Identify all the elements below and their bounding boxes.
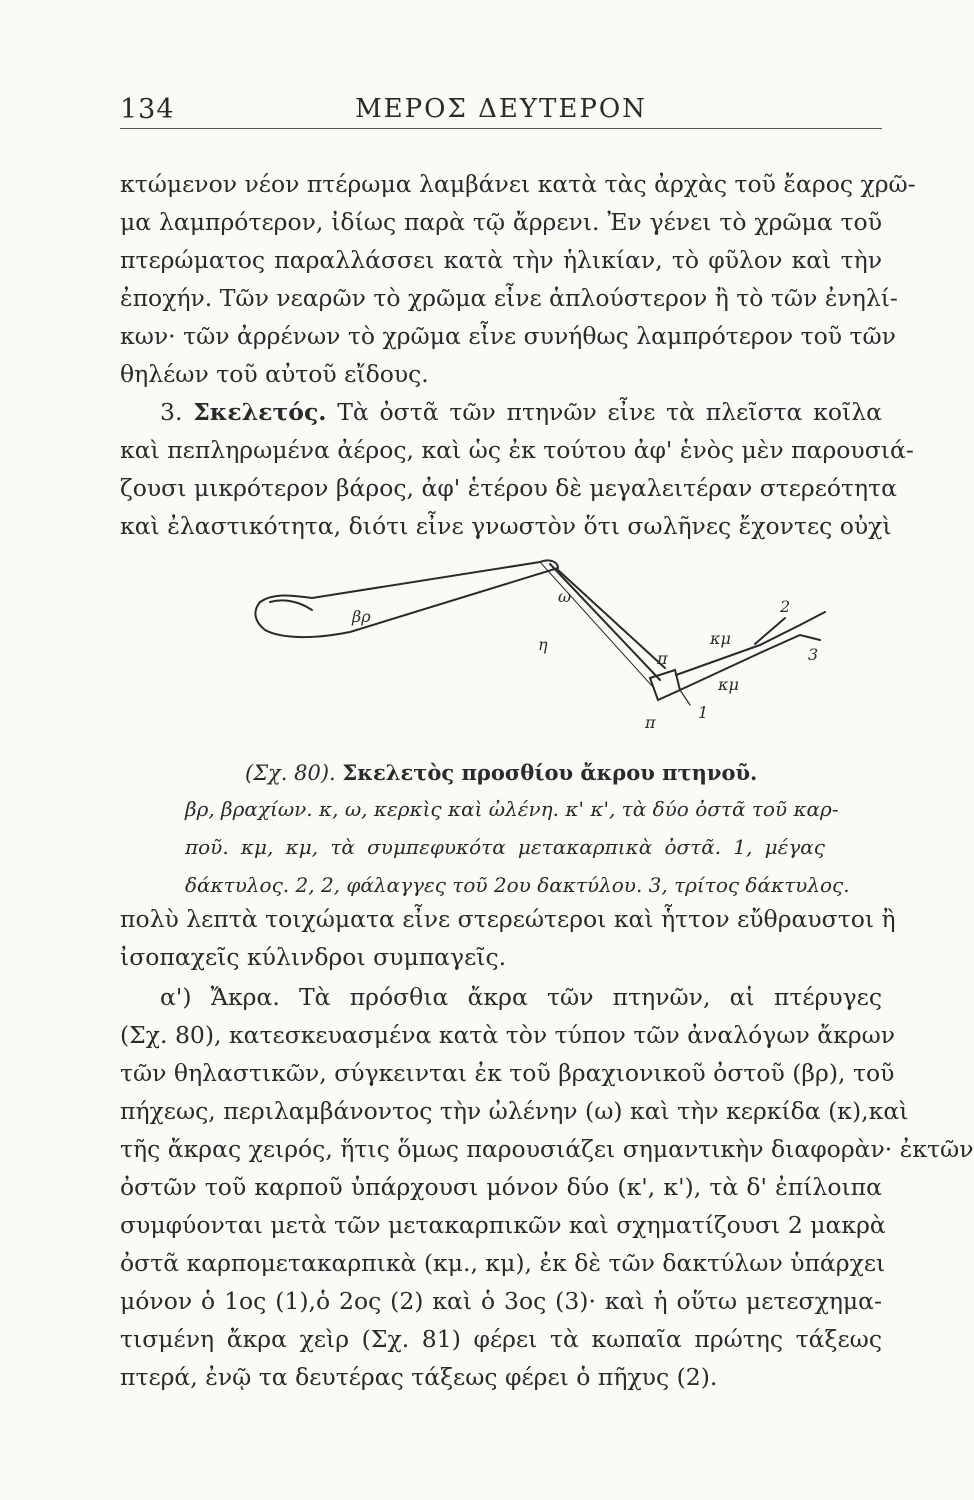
text-line: α') Ἄκρα. Τὰ πρόσθια ἄκρα τῶν πτηνῶν, αἱ πτέρυγες <box>160 983 882 1011</box>
text-line: κτώμενον νέον πτέρωμα λαμβάνει κατὰ τὰς ἀρχὰς τοῦ ἔαρος χρῶ- <box>120 170 916 198</box>
text-line: ἐποχήν. Τῶν νεαρῶν τὸ χρῶμα εἶνε ἁπλούστερον ἢ τὸ τῶν ἐνηλί- <box>120 284 898 312</box>
heading-line-rest: Τὰ ὀστᾶ τῶν πτηνῶν εἶνε τὰ πλεῖστα κοῖλα <box>337 398 882 426</box>
digit-two-phalanges <box>760 612 825 645</box>
figure-caption <box>185 794 850 908</box>
label-km-upper: κμ <box>710 629 731 648</box>
text-line: κων· τῶν ἀρρένων τὸ χρῶμα εἶνε συνήθως λαμπρότερον τοῦ τῶν <box>120 322 896 350</box>
metacarpal-upper <box>676 645 760 675</box>
page-number: 134 <box>120 94 175 125</box>
text-line: καὶ ἐλαστικότητα, διότι εἶνε γνωστὸν ὅτι σωλῆνες ἔχοντες οὐχὶ <box>120 512 892 540</box>
paragraph-plumage <box>120 165 916 393</box>
text-line: συμφύονται μετὰ τῶν μετακαρπικῶν καὶ σχηματίζουσι 2 μακρὰ <box>120 1211 886 1239</box>
ulna-outline <box>540 562 652 686</box>
text-line <box>120 393 882 431</box>
text-line: ζουσι μικρότερον βάρος, ἀφ' ἑτέρου δὲ μεγαλειτέραν στερεότητα <box>120 474 898 502</box>
text-line: μόνον ὁ 1ος (1),ὁ 2ος (2) καὶ ὁ 3ος (3)· καὶ ἡ οὕτω μετεσχημα- <box>120 1287 882 1315</box>
label-bro: βρ <box>352 607 371 626</box>
running-title: ΜΕΡΟΣ ΔΕΥΤΕΡΟΝ <box>355 94 647 124</box>
label-one: 1 <box>698 703 709 722</box>
section-heading: Σκελετός. <box>193 398 327 426</box>
text-line: μα λαμπρότερον, ἰδίως παρὰ τῷ ἄρρενι. Ἐν γένει τὸ χρῶμα τοῦ <box>120 208 882 236</box>
text-line: πολὺ λεπτὰ τοιχώματα εἶνε στερεώτεροι καὶ ἧττον εὔθραυστοι ἢ <box>120 905 896 933</box>
pisiform <box>680 690 690 705</box>
text-line: τῆς ἄκρας χειρός, ἥτις ὅμως παρουσιάζει σημαντικὴν διαφορὰν· ἐκτῶν <box>120 1135 974 1163</box>
text-line: ὀστᾶ καρπομετακαρπικὰ (κμ., κμ), ἐκ δὲ τῶν δακτύλων ὑπάρχει <box>120 1249 886 1277</box>
humerus-head <box>270 600 312 610</box>
figure-reference: (Σχ. 80). <box>245 761 336 785</box>
caption-line: ποῦ. κμ, κμ, τὰ συμπεφυκότα μετακαρπικὰ ὀστᾶ. 1, μέγας <box>185 835 825 859</box>
running-header <box>120 88 882 129</box>
figure-caption-title <box>245 760 757 785</box>
humerus-bone <box>255 560 558 637</box>
caption-line: βρ, βραχίων. κ, ω, κερκὶς καὶ ὠλένη. κ' κ', τὰ δύο ὀστᾶ τοῦ καρ- <box>185 797 839 821</box>
label-pi-lower: π <box>645 713 656 732</box>
label-km-lower: κμ <box>718 675 739 694</box>
text-line: πτερώματος παραλλάσσει κατὰ τὴν ἡλικίαν, τὸ φῦλον καὶ τὴν <box>120 246 882 274</box>
paragraph-skeleton <box>120 393 914 545</box>
caption-line: δάκτυλος. 2, 2, φάλαγγες τοῦ 2ου δακτύλου. 3, τρίτος δάκτυλος. <box>185 873 850 897</box>
section-number: 3. <box>160 398 183 426</box>
text-line: (Σχ. 80), κατεσκευασμένα κατὰ τὸν τύπον τῶν ἀναλόγων ἄκρων <box>120 1021 896 1049</box>
text-line: θηλέων τοῦ αὐτοῦ εἴδους. <box>120 360 429 388</box>
text-line: πτερά, ἐνῷ τα δευτέρας τάξεως φέρει ὁ πῆχυς (2). <box>120 1363 718 1391</box>
label-eta: η <box>538 635 548 654</box>
paragraph-limbs <box>120 978 974 1396</box>
text-line: πήχεως, περιλαμβάνοντος τὴν ὠλένην (ω) καὶ τὴν κερκίδα (κ),καὶ <box>120 1097 909 1125</box>
paragraph-walls <box>120 900 896 976</box>
ulna-bone <box>550 564 660 680</box>
label-three: 3 <box>808 645 819 664</box>
text-line: ἰσοπαχεῖς κύλινδροι συμπαγεῖς. <box>120 943 507 971</box>
label-pi-upper: π <box>657 649 668 668</box>
text-line: ὀστῶν τοῦ καρποῦ ὑπάρχουσι μόνον δύο (κ', κ'), τὰ δ' ἐπίλοιπα <box>120 1173 882 1201</box>
text-line: τισμένη ἄκρα χεὶρ (Σχ. 81) φέρει τὰ κωπαῖα πρώτης τάξεως <box>120 1325 882 1353</box>
radius-bone <box>558 570 665 668</box>
label-two: 2 <box>780 597 791 616</box>
text-line: τῶν θηλαστικῶν, σύγκεινται ἐκ τοῦ βραχιονικοῦ ὀστοῦ (βρ), τοῦ <box>120 1059 895 1087</box>
wing-skeleton-figure <box>240 540 840 740</box>
label-ome: ω <box>558 587 572 606</box>
figure-title: Σκελετὸς προσθίου ἄκρου πτηνοῦ. <box>342 760 758 785</box>
text-line: καὶ πεπληρωμένα ἀέρος, καὶ ὡς ἐκ τούτου ἀφ' ἑνὸς μὲν παρουσιά- <box>120 436 914 464</box>
